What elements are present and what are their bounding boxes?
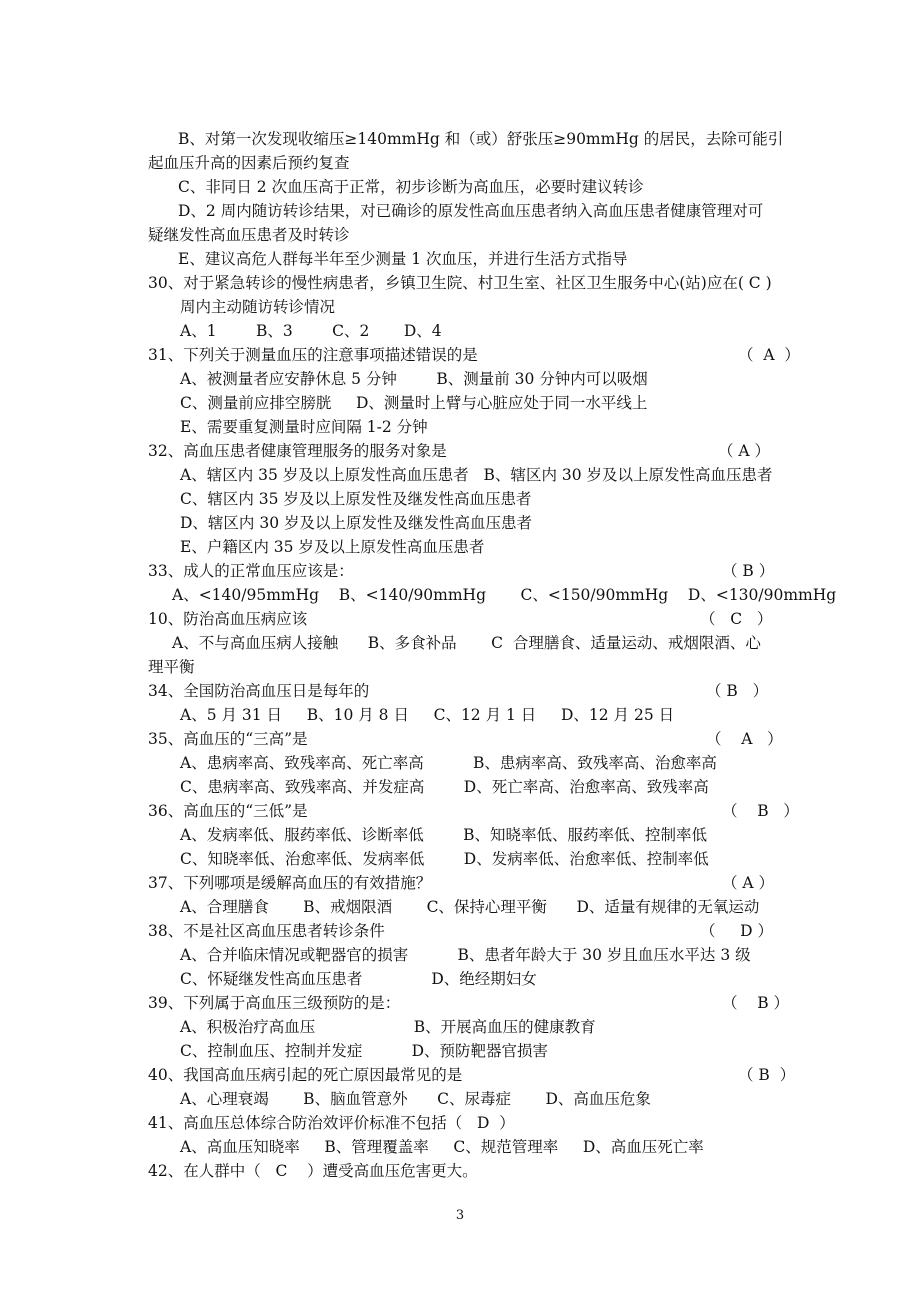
text-line: E、建议高危人群每半年至少测量 1 次血压，并进行生活方式指导 [178, 250, 628, 268]
options-line: E、户籍区内 35 岁及以上原发性高血压患者 [180, 538, 485, 556]
page-number: 3 [455, 1208, 465, 1223]
answer-mark: （ B ） [722, 562, 775, 580]
answer-mark: （ B ） [722, 802, 799, 820]
question-line: 35、高血压的“三高”是 [148, 730, 308, 748]
question-line: 31、下列关于测量血压的注意事项描述错误的是 [148, 346, 478, 364]
text-line: 起血压升高的因素后预约复查 [148, 154, 350, 172]
answer-mark: （ D ） [700, 922, 773, 940]
answer-mark: （ B ） [722, 994, 790, 1012]
options-line: A、心理衰竭 B、脑血管意外 C、尿毒症 D、高血压危象 [180, 1090, 651, 1108]
options-line: E、需要重复测量时应间隔 1-2 分钟 [180, 418, 428, 436]
question-line: 38、不是社区高血压患者转诊条件 [148, 922, 385, 940]
text-line: B、对第一次发现收缩压≥140mmHg 和（或）舒张压≥90mmHg 的居民，去除可能引 [178, 130, 784, 148]
question-line: 33、成人的正常血压应该是： [148, 562, 354, 580]
options-line: C、控制血压、控制并发症 D、预防靶器官损害 [180, 1042, 549, 1060]
options-line: A、合理膳食 B、戒烟限酒 C、保持心理平衡 D、适量有规律的无氧运动 [180, 898, 760, 916]
options-line: D、辖区内 30 岁及以上原发性及继发性高血压患者 [180, 514, 533, 532]
options-line: A、<140/95mmHg B、<140/90mmHg C、<150/90mmHg D、<130/90mmHg [172, 586, 837, 604]
options-line: A、积极治疗高血压 B、开展高血压的健康教育 [180, 1018, 596, 1036]
answer-mark: （ C ） [700, 610, 773, 628]
question-line: 37、下列哪项是缓解高血压的有效措施？ [148, 874, 432, 892]
options-line: A、患病率高、致残率高、死亡率高 B、患病率高、致残率高、治愈率高 [180, 754, 717, 772]
text-line: 疑继发性高血压患者及时转诊 [148, 226, 350, 244]
question-line: 32、高血压患者健康管理服务的服务对象是 [148, 442, 447, 460]
question-line: 30、对于紧急转诊的慢性病患者，乡镇卫生院、村卫生室、社区卫生服务中心(站)应在( C ) [148, 274, 772, 292]
options-line: A、合并临床情况或靶器官的损害 B、患者年龄大于 30 岁且血压水平达 3 级 [180, 946, 751, 964]
options-line: C、怀疑继发性高血压患者 D、绝经期妇女 [180, 970, 537, 988]
text-line: 周内主动随访转诊情况 [180, 298, 336, 316]
options-line: A、5 月 31 日 B、10 月 8 日 C、12 月 1 日 D、12 月 25 日 [180, 706, 675, 724]
options-line: A、辖区内 35 岁及以上原发性高血压患者 B、辖区内 30 岁及以上原发性高血压患者 [180, 466, 773, 484]
answer-mark: （ B ） [738, 1066, 796, 1084]
options-line: C、知晓率低、治愈率低、发病率低 D、发病率低、治愈率低、控制率低 [180, 850, 709, 868]
options-line: A、被测量者应安静休息 5 分钟 B、测量前 30 分钟内可以吸烟 [180, 370, 648, 388]
question-line: 36、高血压的“三低”是 [148, 802, 308, 820]
text-line: C、非同日 2 次血压高于正常，初步诊断为高血压，必要时建议转诊 [178, 178, 644, 196]
options-line: A、高血压知晓率 B、管理覆盖率 C、规范管理率 D、高血压死亡率 [180, 1138, 704, 1156]
options-line: A、发病率低、服药率低、诊断率低 B、知晓率低、服药率低、控制率低 [180, 826, 708, 844]
question-line: 34、全国防治高血压日是每年的 [148, 682, 370, 700]
question-line: 40、我国高血压病引起的死亡原因最常见的是 [148, 1066, 463, 1084]
answer-mark: （ A ） [722, 874, 775, 892]
answer-mark: （ B ） [706, 682, 769, 700]
question-line: 41、高血压总体综合防治效评价标准不包括（ D ） [148, 1114, 515, 1132]
options-line: A、1 B、3 C、2 D、4 [180, 322, 442, 340]
question-line: 39、下列属于高血压三级预防的是： [148, 994, 401, 1012]
options-line: C、测量前应排空膀胱 D、测量时上臂与心脏应处于同一水平线上 [180, 394, 648, 412]
options-line: C、辖区内 35 岁及以上原发性及继发性高血压患者 [180, 490, 532, 508]
question-line: 42、在人群中（ C ）遭受高血压危害更大。 [148, 1162, 478, 1180]
options-line: C、患病率高、致残率高、并发症高 D、死亡率高、治愈率高、致残率高 [180, 778, 709, 796]
question-line: 10、防治高血压病应该 [148, 610, 308, 628]
text-line: 理平衡 [148, 658, 195, 676]
answer-mark: （ A ） [718, 442, 771, 460]
answer-mark: （ A ） [738, 346, 800, 364]
text-line: D、2 周内随访转诊结果，对已确诊的原发性高血压患者纳入高血压患者健康管理对可 [178, 202, 764, 220]
answer-mark: （ A ） [706, 730, 783, 748]
options-line: A、不与高血压病人接触 B、多食补品 C 合理膳食、适量运动、戒烟限酒、心 [172, 634, 761, 652]
